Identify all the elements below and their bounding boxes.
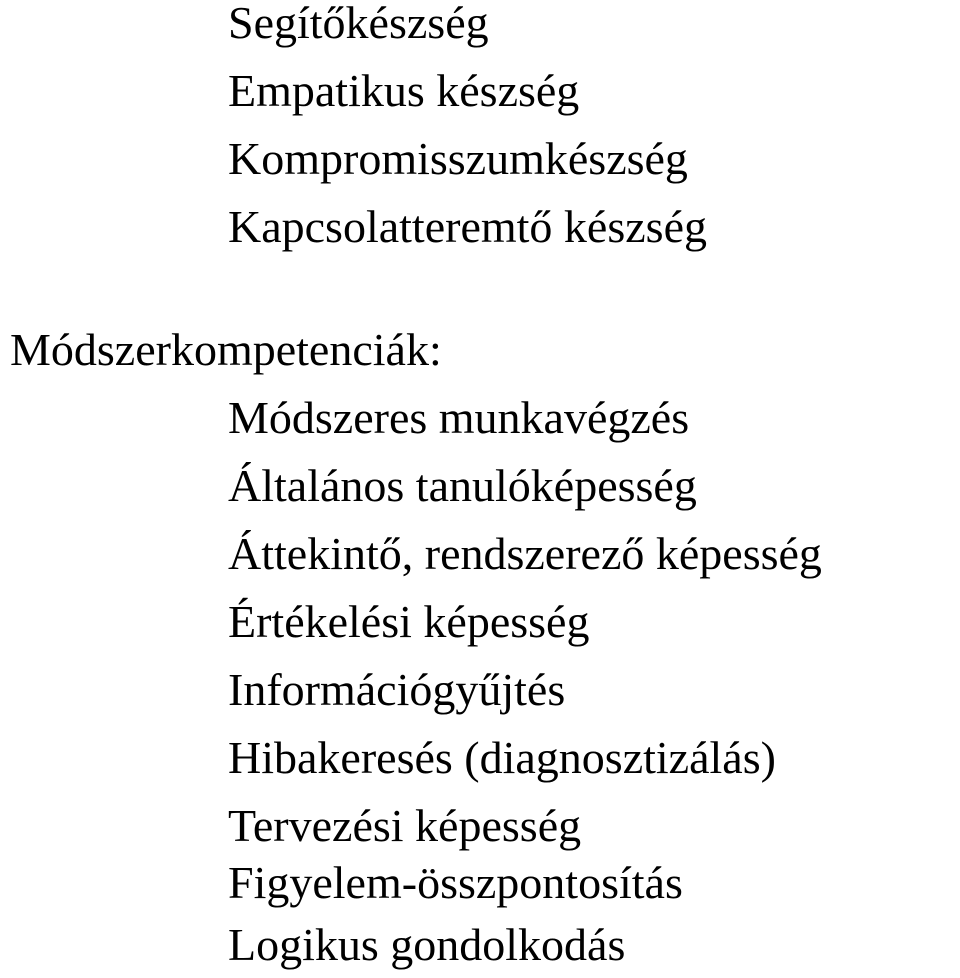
section-heading: Módszerkompetenciák: — [10, 324, 442, 375]
list-item: Segítőkészség — [228, 0, 489, 48]
list-item: Áttekintő, rendszerező képesség — [228, 528, 822, 579]
list-item: Információgyűjtés — [228, 664, 566, 715]
list-item: Kompromisszumkészség — [228, 133, 688, 184]
list-item: Kapcsolatteremtő készség — [228, 201, 707, 252]
list-item: Tervezési képesség — [228, 800, 582, 851]
list-item: Általános tanulóképesség — [228, 460, 697, 511]
list-item: Logikus gondolkodás — [228, 919, 626, 970]
list-item: Figyelem-összpontosítás — [228, 857, 683, 908]
list-item: Módszeres munkavégzés — [228, 392, 690, 443]
list-item: Hibakeresés (diagnosztizálás) — [228, 732, 776, 783]
list-item: Értékelési képesség — [228, 596, 590, 647]
list-item: Empatikus készség — [228, 65, 580, 116]
